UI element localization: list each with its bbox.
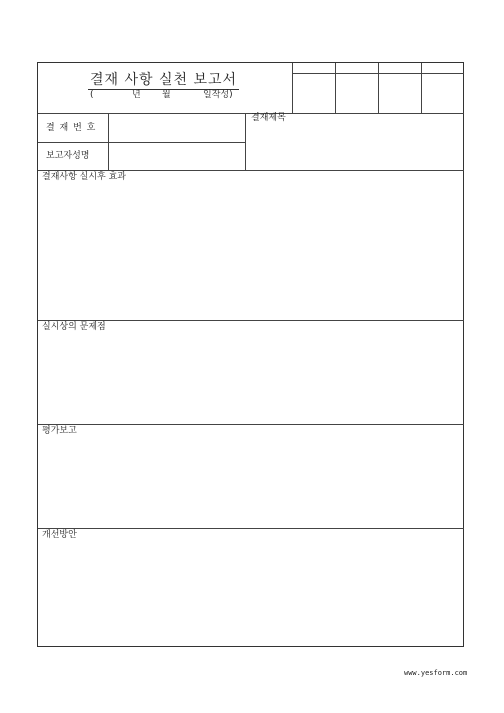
- effect-section-field[interactable]: [39, 184, 463, 320]
- form-title: 결재 사항 실천 보고서: [90, 72, 238, 88]
- stamp-box-4[interactable]: [422, 74, 464, 112]
- improvement-section-field[interactable]: [39, 542, 463, 646]
- footer-website: www.yesform.com: [404, 669, 468, 677]
- reporter-name-label: 보고자성명: [46, 151, 90, 161]
- evaluation-section-label: 평가보고: [42, 426, 77, 436]
- date-month-label: 월: [162, 90, 171, 100]
- report-form: [37, 62, 464, 647]
- stamp-box-1[interactable]: [293, 74, 335, 112]
- approval-subject-field[interactable]: [246, 125, 464, 170]
- problems-section-field[interactable]: [39, 334, 463, 424]
- date-written-label: 일작성): [203, 90, 233, 100]
- info-bottom-divider: [38, 170, 464, 171]
- approval-subject-label: 결재제목: [251, 113, 286, 123]
- evaluation-section-field[interactable]: [39, 438, 463, 528]
- effect-section-label: 결재사항 실시후 효과: [42, 172, 126, 182]
- problems-section-divider: [38, 424, 464, 425]
- evaluation-section-divider: [38, 528, 464, 529]
- approval-number-label: 결 재 번 호: [46, 123, 97, 133]
- reporter-name-field[interactable]: [109, 143, 245, 170]
- improvement-section-label: 개선방안: [42, 530, 77, 540]
- date-open-paren: (: [90, 90, 94, 100]
- problems-section-label: 실시상의 문제점: [42, 322, 106, 332]
- date-year-label: 년: [132, 90, 141, 100]
- effect-section-divider: [38, 320, 464, 321]
- stamp-box-3[interactable]: [379, 74, 421, 112]
- stamp-box-2[interactable]: [336, 74, 378, 112]
- approval-number-field[interactable]: [109, 114, 245, 142]
